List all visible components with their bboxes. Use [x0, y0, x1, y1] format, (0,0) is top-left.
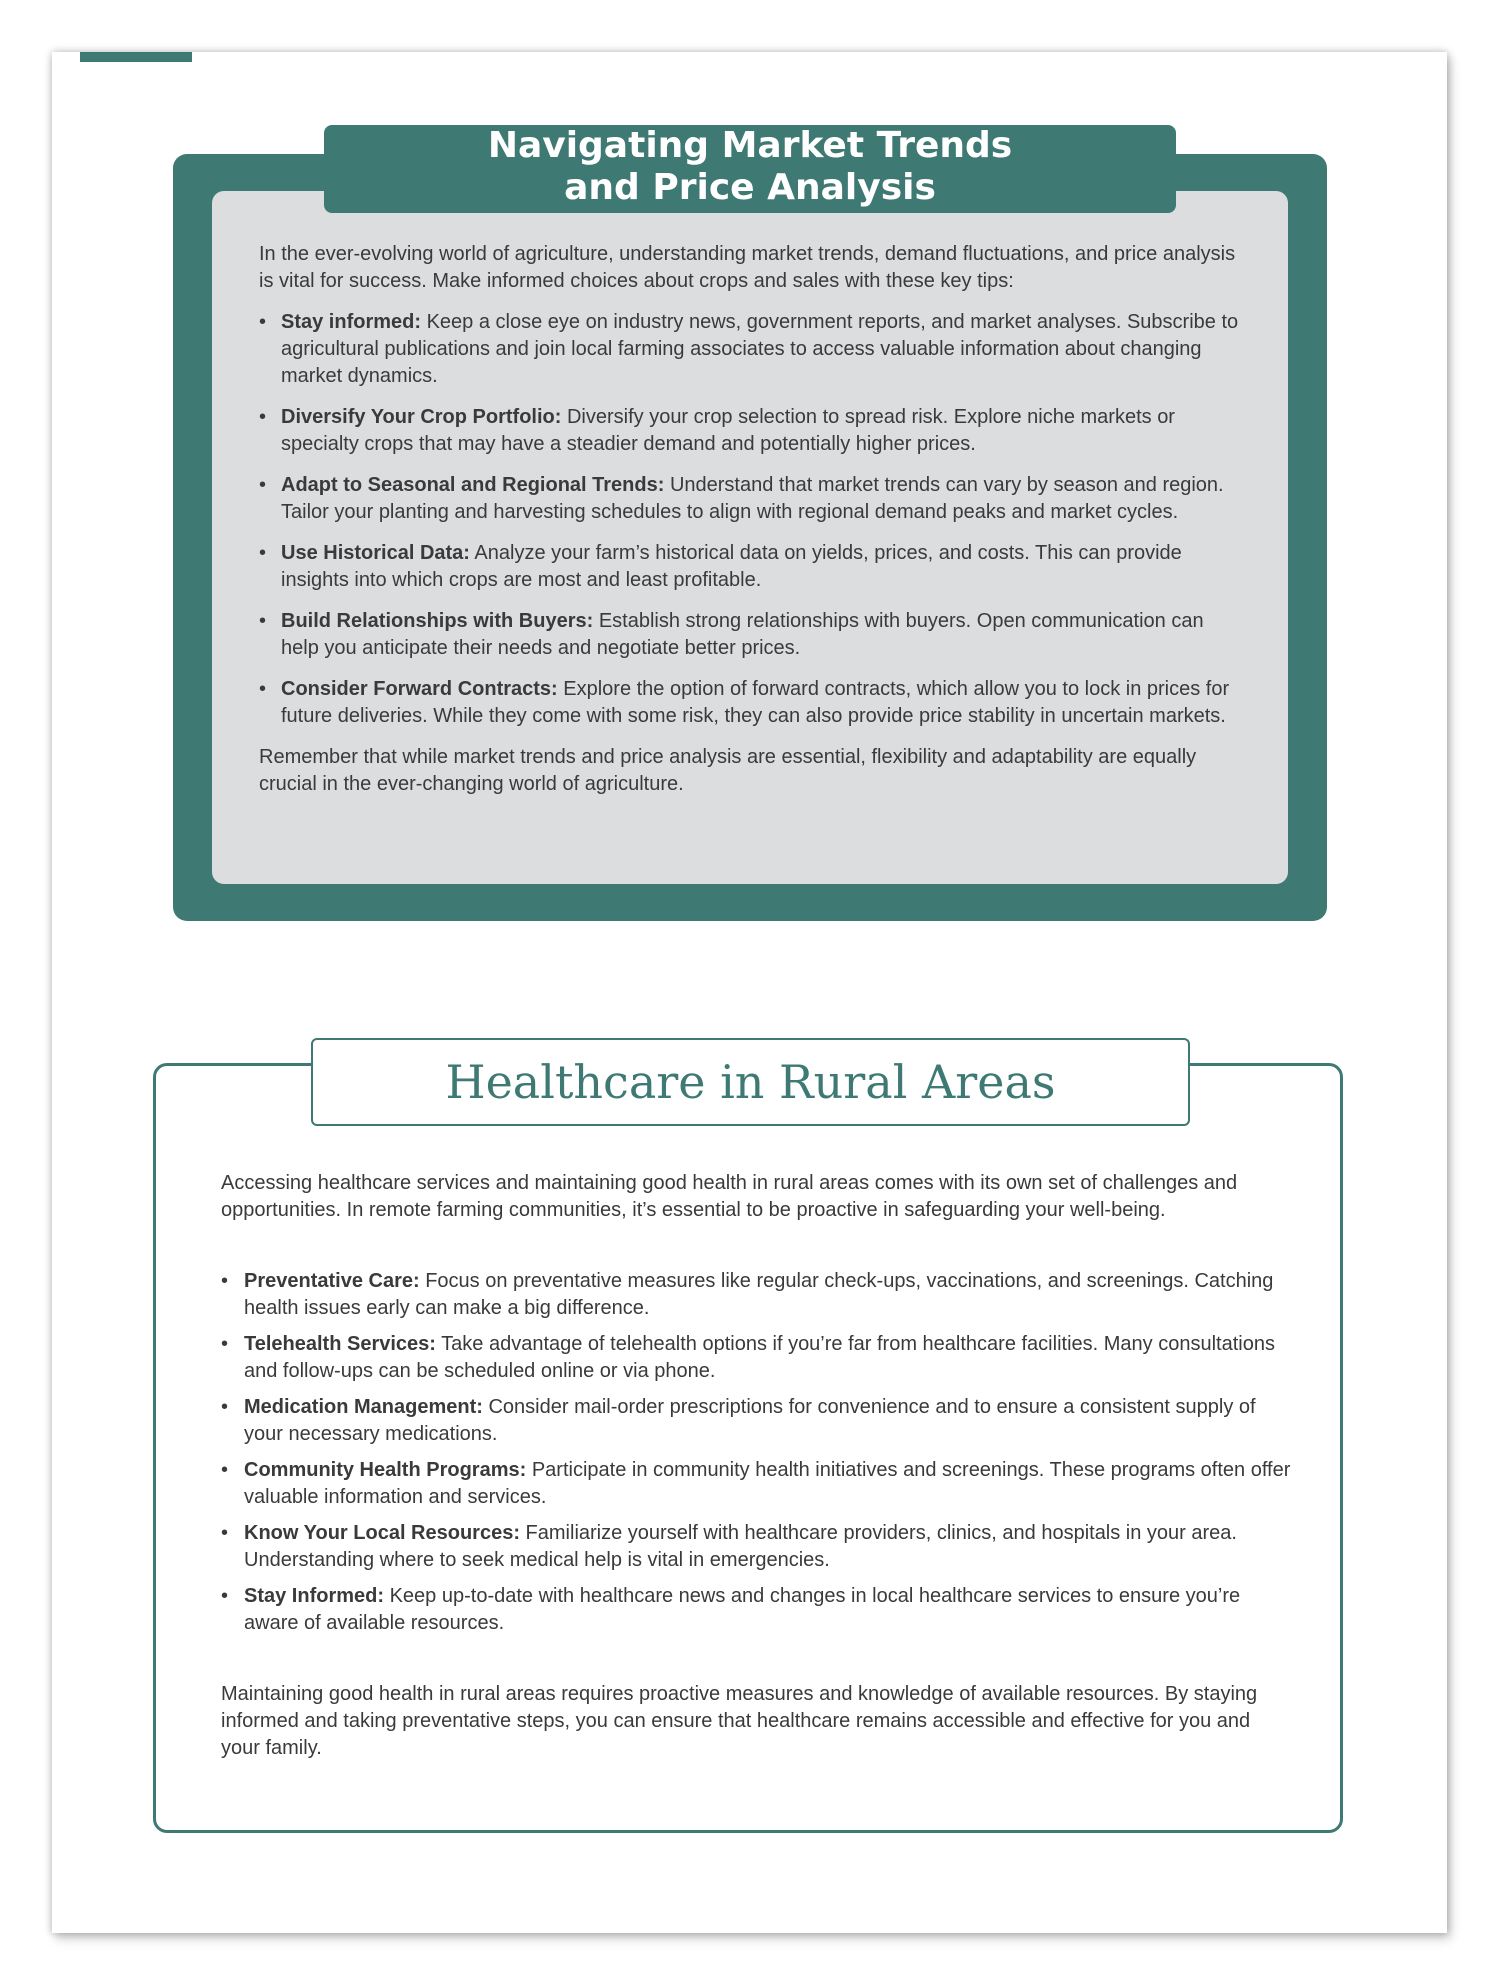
item-text: Focus on preventative measures like regular check-ups, vaccinations, and screenings. Catching health issues early can make a big difference.	[244, 1270, 1274, 1319]
tip-text: Establish strong relationships with buyers. Open communication can help you anticipate their needs and negotiate better prices.	[281, 610, 1204, 659]
healthcare-intro: Accessing healthcare services and maintaining good health in rural areas comes with its own set of challenges and opportunities. In remote farming communities, it’s essential to be proactive in safeguarding your well-being.	[221, 1172, 1238, 1221]
item-label: Know Your Local Resources:	[244, 1522, 520, 1544]
market-trends-title-line2: and Price Analysis	[564, 167, 936, 208]
item-text: Familiarize yourself with healthcare providers, clinics, and hospitals in your area. Understanding where to seek medical help is vital in emergencies.	[244, 1522, 1237, 1571]
tip-label: Stay informed:	[281, 311, 422, 333]
corner-accent-tab	[80, 52, 192, 62]
item-label: Preventative Care:	[244, 1270, 420, 1292]
healthcare-closing: Maintaining good health in rural areas requires proactive measures and knowledge of available resources. By staying informed and taking preventative steps, you can ensure that healthcare remains accessible and effective for you and your family.	[221, 1683, 1258, 1759]
market-trends-title	[324, 125, 1176, 209]
list-item	[221, 1394, 1291, 1448]
healthcare-content	[221, 1170, 1291, 1762]
tip-text: Analyze your farm’s historical data on yields, prices, and costs. This can provide insights into which crops are most and least profitable.	[281, 542, 1182, 591]
item-label: Medication Management:	[244, 1396, 483, 1418]
list-item	[259, 472, 1239, 526]
market-trends-tip-list	[259, 309, 1239, 730]
tip-text: Diversify your crop selection to spread risk. Explore niche markets or specialty crops that may have a steadier demand and potentially higher prices.	[281, 406, 1175, 455]
healthcare-item-list	[221, 1268, 1291, 1637]
tip-label: Adapt to Seasonal and Regional Trends:	[281, 474, 665, 496]
list-item	[259, 540, 1239, 594]
tip-text: Explore the option of forward contracts, which allow you to lock in prices for future deliveries. While they come with some risk, they can also provide price stability in uncertain markets.	[281, 678, 1230, 727]
item-text: Take advantage of telehealth options if you’re far from healthcare facilities. Many consultations and follow-ups can be scheduled online or via phone.	[244, 1333, 1275, 1382]
item-label: Stay Informed:	[244, 1585, 385, 1607]
list-item	[221, 1520, 1291, 1574]
market-trends-closing: Remember that while market trends and price analysis are essential, flexibility and adaptability are equally crucial in the ever-changing world of agriculture.	[259, 746, 1197, 795]
market-trends-content	[259, 241, 1239, 798]
item-label: Telehealth Services:	[244, 1333, 436, 1355]
list-item	[221, 1583, 1291, 1637]
tip-label: Diversify Your Crop Portfolio:	[281, 406, 562, 428]
market-trends-intro: In the ever-evolving world of agriculture, understanding market trends, demand fluctuations, and price analysis is vital for success. Make informed choices about crops and sales with these key tips:	[259, 243, 1236, 292]
healthcare-title: Healthcare in Rural Areas	[445, 1055, 1056, 1109]
tip-label: Build Relationships with Buyers:	[281, 610, 594, 632]
list-item	[221, 1457, 1291, 1511]
tip-label: Use Historical Data:	[281, 542, 470, 564]
list-item	[221, 1268, 1291, 1322]
list-item	[259, 404, 1239, 458]
list-item	[221, 1331, 1291, 1385]
market-trends-title-line1: Navigating Market Trends	[487, 125, 1013, 166]
item-label: Community Health Programs:	[244, 1459, 527, 1481]
item-text: Participate in community health initiatives and screenings. These programs often offer valuable information and services.	[244, 1459, 1291, 1508]
tip-text: Understand that market trends can vary by season and region. Tailor your planting and harvesting schedules to align with regional demand peaks and market cycles.	[281, 474, 1224, 523]
list-item	[259, 309, 1239, 390]
tip-label: Consider Forward Contracts:	[281, 678, 558, 700]
item-text: Consider mail-order prescriptions for convenience and to ensure a consistent supply of your necessary medications.	[244, 1396, 1256, 1445]
tip-text: Keep a close eye on industry news, government reports, and market analyses. Subscribe to agricultural publications and join local farming associates to access valuable information about changing market dynamics.	[281, 311, 1239, 387]
list-item	[259, 676, 1239, 730]
list-item	[259, 608, 1239, 662]
item-text: Keep up-to-date with healthcare news and changes in local healthcare services to ensure you’re aware of available resources.	[244, 1585, 1241, 1634]
